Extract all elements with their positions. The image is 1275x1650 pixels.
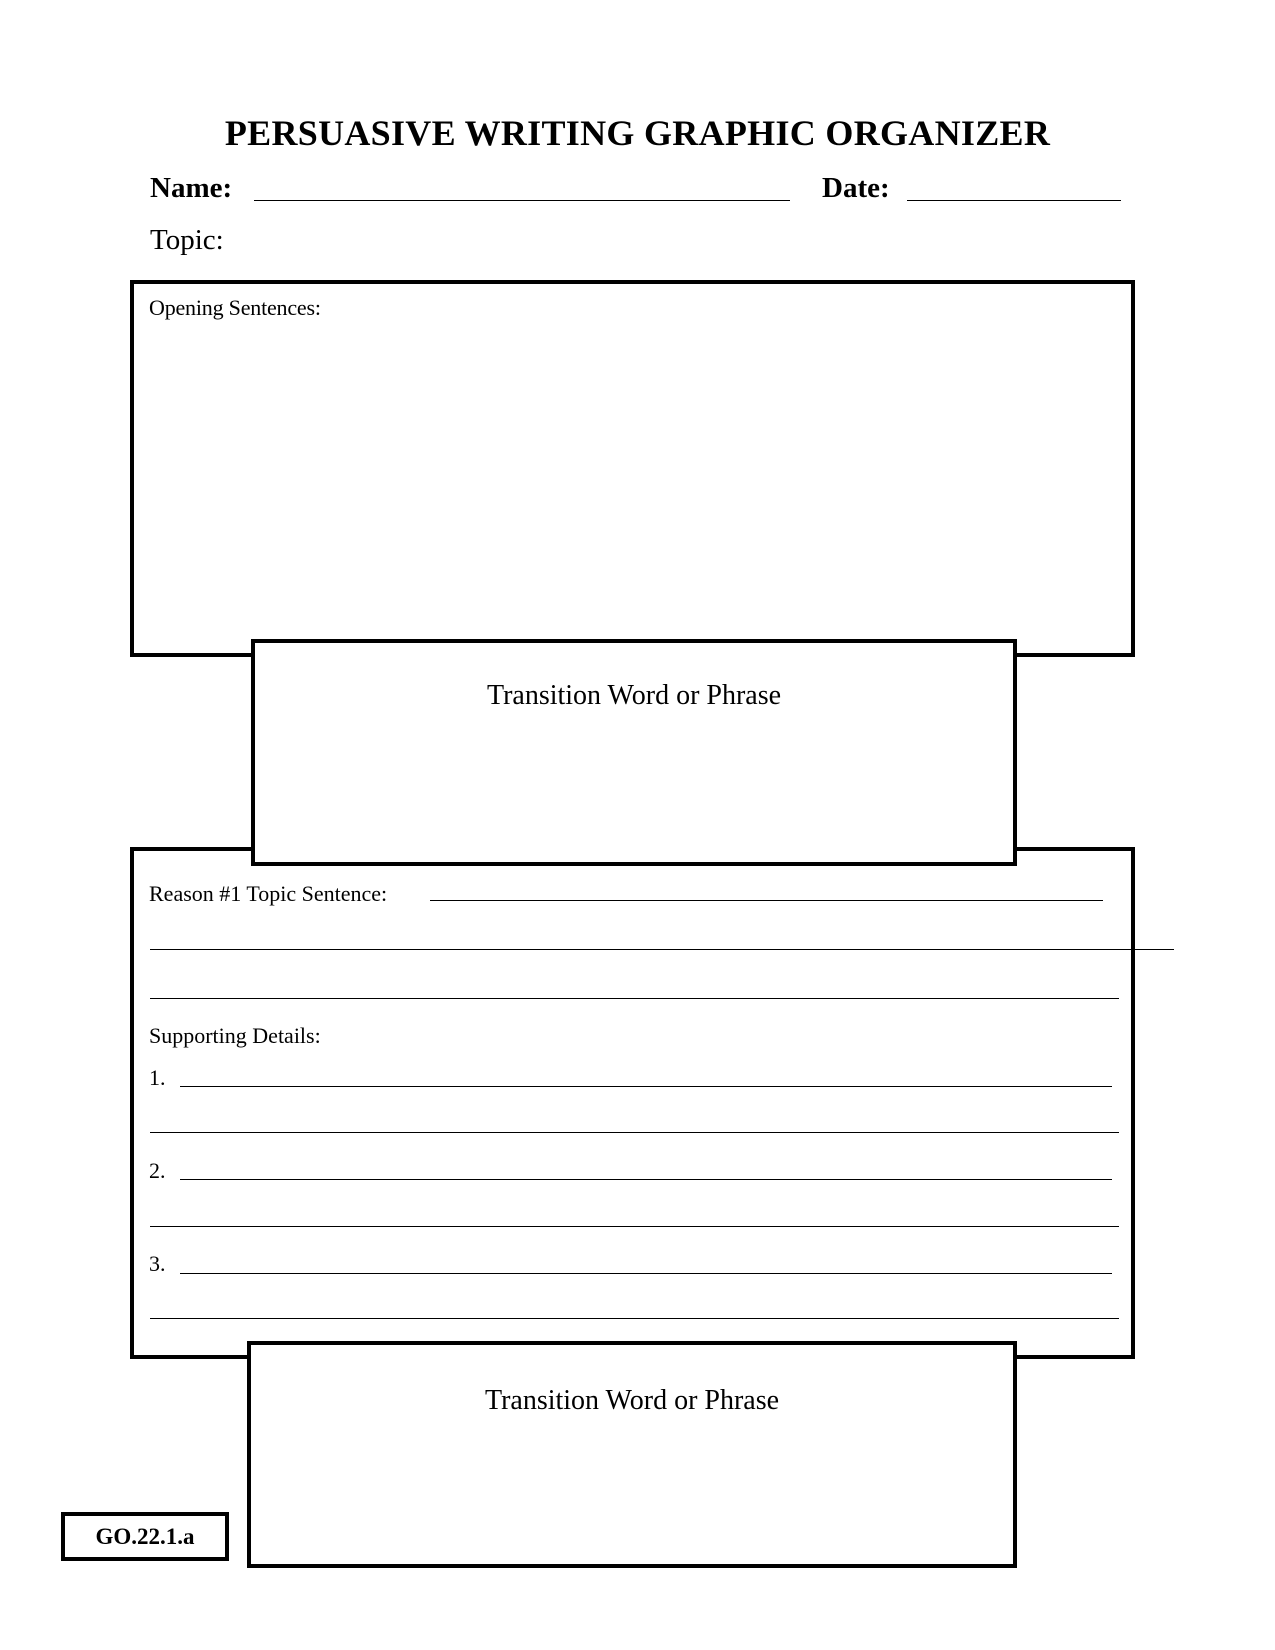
- detail-3-number: 3.: [149, 1251, 166, 1276]
- reason-1-topic-label: Reason #1 Topic Sentence:: [149, 881, 388, 906]
- reason-1-box: [130, 847, 1135, 1359]
- opening-sentences-label: Opening Sentences:: [149, 295, 321, 320]
- date-label: Date:: [822, 172, 890, 204]
- topic-label: Topic:: [150, 224, 224, 256]
- transition-1-label: Transition Word or Phrase: [486, 680, 782, 711]
- detail-2-number: 2.: [149, 1158, 166, 1183]
- detail-1-line[interactable]: [180, 1086, 1112, 1087]
- detail-1-continuation-line[interactable]: [150, 1132, 1119, 1133]
- detail-3-continuation-line[interactable]: [150, 1318, 1119, 1319]
- name-line[interactable]: [254, 200, 790, 201]
- transition-2-label: Transition Word or Phrase: [484, 1385, 780, 1416]
- date-line[interactable]: [907, 200, 1121, 201]
- transition-box-2[interactable]: [247, 1341, 1017, 1568]
- reason-1-line-3[interactable]: [150, 998, 1119, 999]
- detail-3-line[interactable]: [180, 1273, 1112, 1274]
- page-title: PERSUASIVE WRITING GRAPHIC ORGANIZER: [224, 113, 1051, 153]
- opening-sentences-box[interactable]: [130, 280, 1135, 657]
- form-code-badge: GO.22.1.a: [61, 1512, 229, 1561]
- name-label: Name:: [150, 172, 233, 204]
- detail-1-number: 1.: [149, 1065, 166, 1090]
- transition-box-1[interactable]: [251, 639, 1017, 866]
- supporting-details-label: Supporting Details:: [149, 1023, 321, 1048]
- detail-2-line[interactable]: [180, 1179, 1112, 1180]
- reason-1-topic-line[interactable]: [430, 900, 1103, 901]
- reason-1-line-2[interactable]: [150, 949, 1174, 950]
- detail-2-continuation-line[interactable]: [150, 1226, 1119, 1227]
